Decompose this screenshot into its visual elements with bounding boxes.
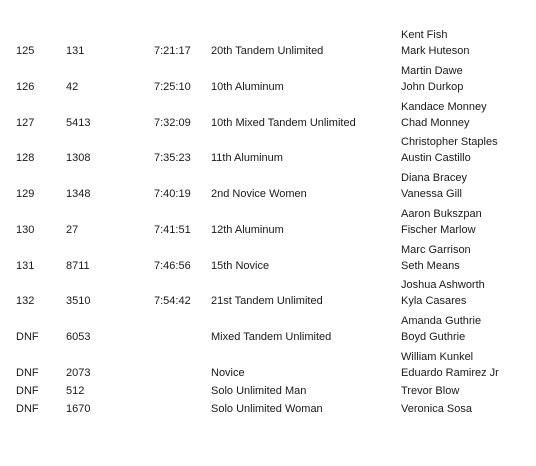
bib-cell: 5413 [66,117,91,129]
participant-name: Aaron Bukszpan [401,208,482,220]
class-cell: 21st Tandem Unlimited [211,295,323,307]
place-cell: 127 [16,117,35,129]
participant-names [401,314,481,346]
participant-names [401,384,459,400]
time-cell: 7:25:10 [154,81,191,93]
time-cell: 7:21:17 [154,45,191,57]
time-cell: 7:35:23 [154,152,191,164]
participant-name: Amanda Guthrie [401,315,482,327]
participant-names [401,207,482,239]
place-cell: 128 [16,152,35,164]
class-cell: 20th Tandem Unlimited [211,45,324,57]
participant-name: Vanessa Gill [401,188,462,200]
participant-name: Eduardo Ramirez Jr [401,367,499,379]
participant-name: Marc Garrison [401,244,471,256]
participant-names [401,278,485,310]
participant-names [401,402,472,418]
participant-names [401,135,498,167]
bib-cell: 27 [66,224,79,236]
class-cell: 12th Aluminum [211,224,284,236]
class-cell: 2nd Novice Women [211,188,307,200]
participant-names [401,350,499,382]
class-cell: Solo Unlimited Woman [211,403,323,415]
bib-cell: 6053 [66,331,91,343]
class-cell: 10th Aluminum [211,81,284,93]
class-cell: Mixed Tandem Unlimited [211,331,332,343]
participant-name: Joshua Ashworth [401,279,485,291]
participant-name: John Durkop [401,81,464,93]
bib-cell: 1670 [66,403,91,415]
participant-names [401,171,467,203]
place-cell: 132 [16,295,35,307]
class-cell: 15th Novice [211,260,270,272]
bib-cell: 131 [66,45,85,57]
participant-names [401,243,471,275]
participant-name: Kyla Casares [401,295,467,307]
class-cell: 10th Mixed Tandem Unlimited [211,117,356,129]
place-cell: 130 [16,224,35,236]
participant-name: Diana Bracey [401,172,468,184]
class-cell: 11th Aluminum [211,152,283,164]
participant-name: Christopher Staples [401,136,498,148]
place-cell: 126 [16,81,35,93]
place-cell: 131 [16,260,35,272]
bib-cell: 42 [66,81,79,93]
participant-name: Chad Monney [401,117,470,129]
place-cell: 129 [16,188,35,200]
participant-names [401,28,469,60]
participant-name: Mark Huteson [401,45,470,57]
bib-cell: 3510 [66,295,91,307]
participant-name: Martin Dawe [401,65,463,77]
participant-name: Boyd Guthrie [401,331,466,343]
place-cell: DNF [16,403,39,415]
participant-names [401,64,463,96]
class-cell: Solo Unlimited Man [211,385,307,397]
bib-cell: 1308 [66,152,91,164]
time-cell: 7:32:09 [154,117,191,129]
place-cell: DNF [16,385,39,397]
participant-name: Kandace Monney [401,101,487,113]
participant-name: Austin Castillo [401,152,471,164]
class-cell: Novice [211,367,245,379]
participant-name: Fischer Marlow [401,224,476,236]
place-cell: DNF [16,367,39,379]
time-cell: 7:54:42 [154,295,191,307]
bib-cell: 2073 [66,367,91,379]
participant-name: William Kunkel [401,351,474,363]
participant-name: Trevor Blow [401,385,460,397]
bib-cell: 512 [66,385,85,397]
bib-cell: 1348 [66,188,91,200]
participant-name: Seth Means [401,260,460,272]
place-cell: DNF [16,331,39,343]
time-cell: 7:40:19 [154,188,191,200]
place-cell: 125 [16,45,35,57]
bib-cell: 8711 [66,260,90,272]
time-cell: 7:41:51 [154,224,191,236]
participant-name: Veronica Sosa [401,403,472,415]
time-cell: 7:46:56 [154,260,191,272]
participant-name: Kent Fish [401,29,448,41]
participant-names [401,100,487,132]
